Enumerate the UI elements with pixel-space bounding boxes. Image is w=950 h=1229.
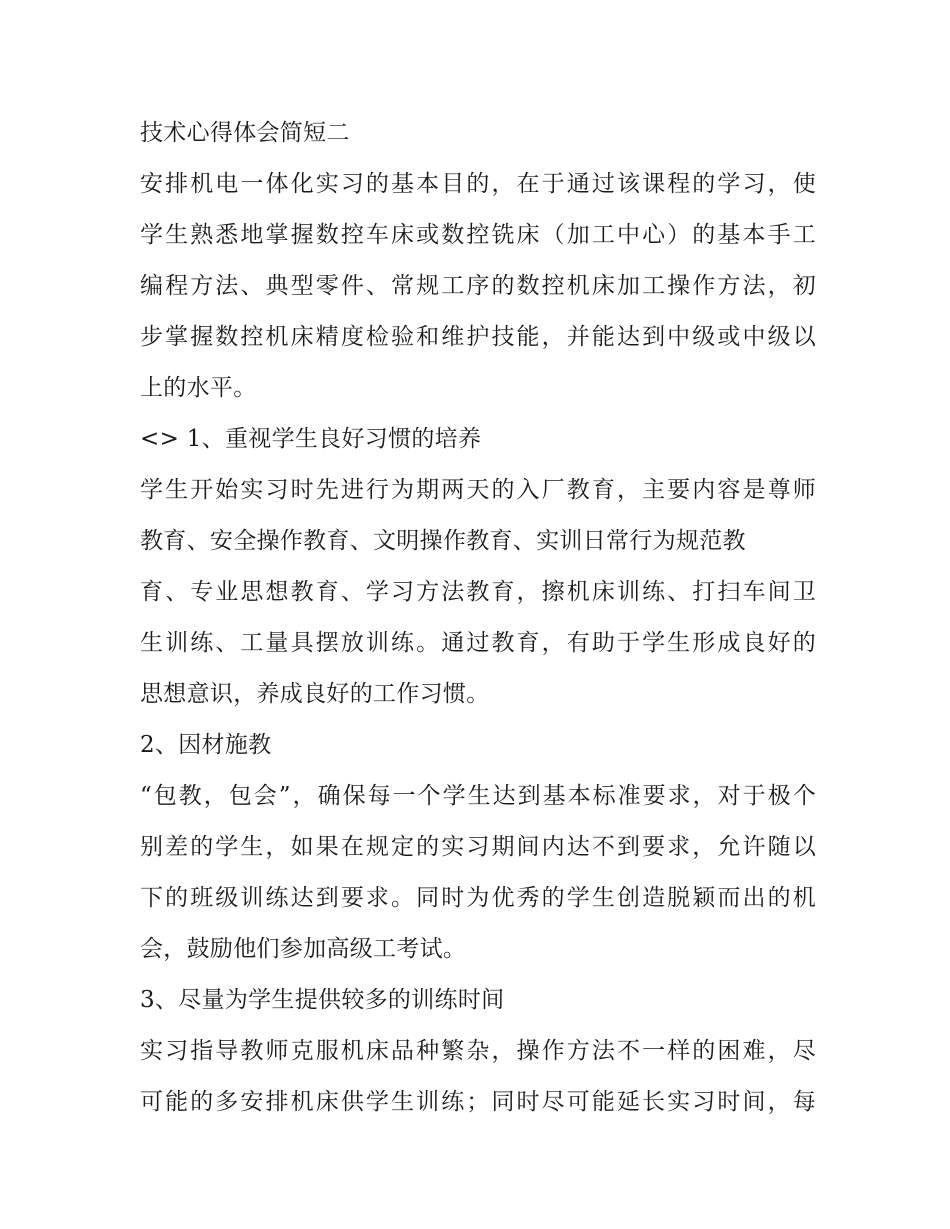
section-1-line: 教育、安全操作教育、文明操作教育、实训日常行为规范教 xyxy=(140,528,746,554)
section-2-line: 下的班级训练达到要求。同时为优秀的学生创造脱颖而出的机 xyxy=(140,885,816,911)
section-2-line: 会，鼓励他们参加高级工考试。 xyxy=(140,936,467,962)
intro-line: 上的水平。 xyxy=(140,375,257,401)
intro-line: 安排机电一体化实习的基本目的，在于通过该课程的学习，使 xyxy=(140,171,816,197)
section-2-heading: 2、因材施教 xyxy=(140,732,272,758)
section-1-line: 育、专业思想教育、学习方法教育，擦机床训练、打扫车间卫 xyxy=(140,579,816,605)
section-1-line: 生训练、工量具摆放训练。通过教育，有助于学生形成良好的 xyxy=(140,630,816,656)
document-title: 技术心得体会简短二 xyxy=(140,120,350,146)
section-1-line: 学生开始实习时先进行为期两天的入厂教育，主要内容是尊师 xyxy=(140,477,816,503)
section-2-line: “包教，包会”，确保每一个学生达到基本标准要求，对于极个 xyxy=(140,783,816,809)
intro-line: 学生熟悉地掌握数控车床或数控铣床（加工中心）的基本手工 xyxy=(140,222,816,248)
section-3-line: 实习指导教师克服机床品种繁杂，操作方法不一样的困难，尽 xyxy=(140,1038,816,1064)
intro-line: 编程方法、典型零件、常规工序的数控机床加工操作方法，初 xyxy=(140,273,816,299)
document-body xyxy=(140,108,816,1128)
section-3-line: 可能的多安排机床供学生训练；同时尽可能延长实习时间，每 xyxy=(140,1089,816,1115)
section-2-line: 别差的学生，如果在规定的实习期间内达不到要求，允许随以 xyxy=(140,834,816,860)
section-3-heading: 3、尽量为学生提供较多的训练时间 xyxy=(140,987,505,1013)
section-1-line: 思想意识，养成良好的工作习惯。 xyxy=(140,681,490,707)
section-1-heading: <> 1、重视学生良好习惯的培养 xyxy=(140,426,482,452)
intro-line: 步掌握数控机床精度检验和维护技能，并能达到中级或中级以 xyxy=(140,324,816,350)
